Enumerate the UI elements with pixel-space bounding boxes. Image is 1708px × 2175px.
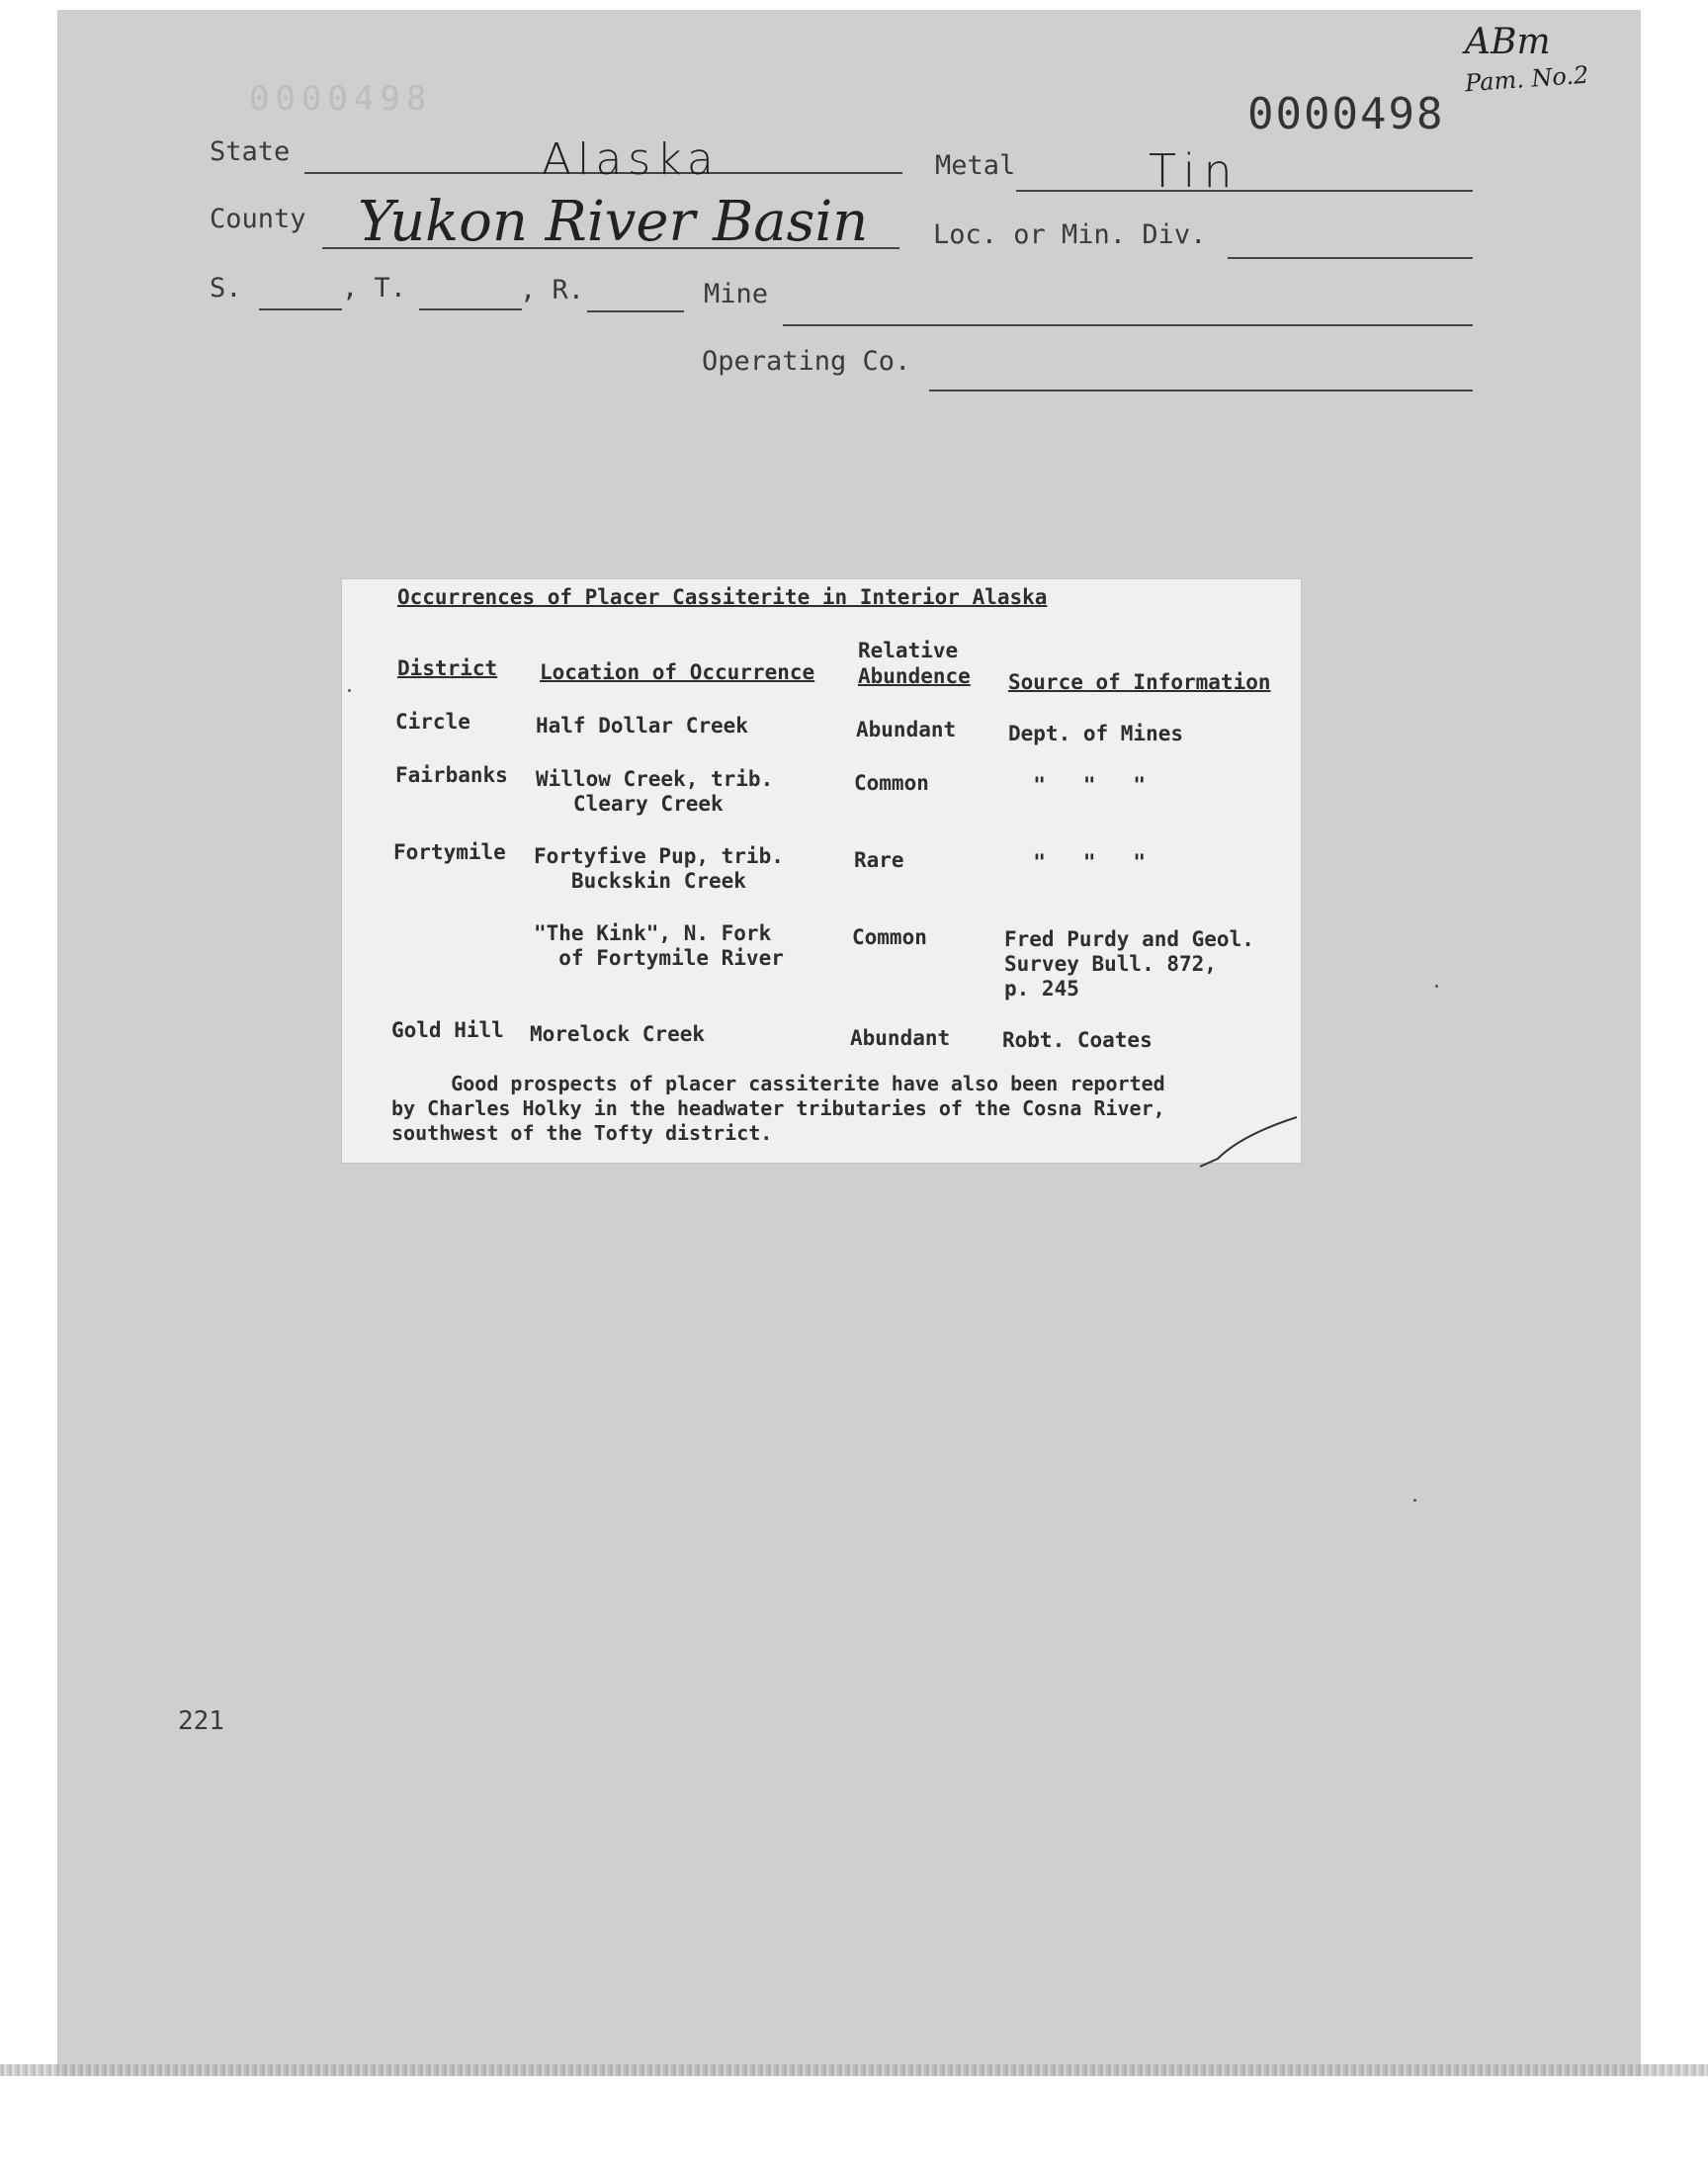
row-district: Gold Hill: [391, 1018, 504, 1042]
row-abundance: Rare: [854, 848, 904, 872]
row-source: Robt. Coates: [1002, 1028, 1153, 1052]
row-district: Fortymile: [393, 840, 506, 864]
row-location: Willow Creek, trib. Cleary Creek: [536, 767, 774, 816]
header-relative: Relative: [858, 639, 959, 662]
t-line: [419, 308, 522, 310]
row-source: " " ": [1008, 850, 1147, 874]
row-location: Half Dollar Creek: [536, 714, 748, 738]
loc-label: Loc. or Min. Div.: [933, 219, 1207, 250]
speck: [1435, 985, 1438, 988]
r-label: , R.: [520, 275, 585, 305]
header-abundance: Abundence: [858, 664, 971, 688]
scan-edge-strip: [0, 2064, 1708, 2076]
row-district: Circle: [395, 710, 470, 734]
r-line: [587, 310, 684, 312]
state-label: State: [210, 136, 291, 167]
mine-label: Mine: [704, 279, 769, 309]
metal-value: Tin: [1149, 144, 1240, 198]
header-source: Source of Information: [1008, 670, 1271, 694]
table-note: Good prospects of placer cassiterite have also been reported by Charles Holky in the headwater tributaries of the Cosna River, southwest of the Tofty district.: [391, 1072, 1165, 1145]
t-label: , T.: [342, 273, 407, 304]
s-label: S.: [210, 273, 242, 304]
page-number: 221: [178, 1706, 224, 1736]
row-source: Fred Purdy and Geol. Survey Bull. 872, p. 245: [1004, 927, 1254, 1000]
table-title: Occurrences of Placer Cassiterite in Interior Alaska: [397, 585, 1048, 609]
state-value: Alaska: [542, 134, 720, 185]
row-source: " " ": [1008, 773, 1147, 797]
row-abundance: Common: [854, 771, 929, 795]
row-location: Fortyfive Pup, trib. Buckskin Creek: [534, 844, 784, 893]
metal-label: Metal: [935, 150, 1016, 181]
s-line: [259, 308, 342, 310]
speck: [348, 689, 351, 692]
row-location: Morelock Creek: [530, 1022, 706, 1046]
operating-label: Operating Co.: [702, 346, 911, 377]
row-district: Fairbanks: [395, 763, 508, 787]
check-mark: [1198, 1113, 1301, 1169]
row-abundance: Abundant: [856, 718, 957, 741]
operating-line: [929, 390, 1473, 392]
speck: [1413, 1499, 1416, 1502]
pasted-table-slip: [342, 579, 1301, 1163]
corner-note-line2: Pam. No.2: [1464, 60, 1590, 98]
row-abundance: Common: [852, 925, 927, 949]
loc-line: [1228, 257, 1473, 259]
row-location: "The Kink", N. Fork of Fortymile River: [534, 921, 784, 970]
corner-note-line1: ABm: [1465, 22, 1551, 62]
row-source: Dept. of Mines: [1008, 722, 1184, 745]
mine-line: [783, 324, 1473, 326]
ghost-number: 0000498: [249, 79, 433, 119]
header-district: District: [397, 656, 498, 680]
header-location: Location of Occurrence: [540, 660, 815, 684]
document-number: 0000498: [1247, 89, 1445, 139]
county-label: County: [210, 204, 306, 234]
county-value: Yukon River Basin: [358, 190, 869, 254]
metal-line: [1016, 190, 1473, 192]
row-abundance: Abundant: [850, 1026, 951, 1050]
